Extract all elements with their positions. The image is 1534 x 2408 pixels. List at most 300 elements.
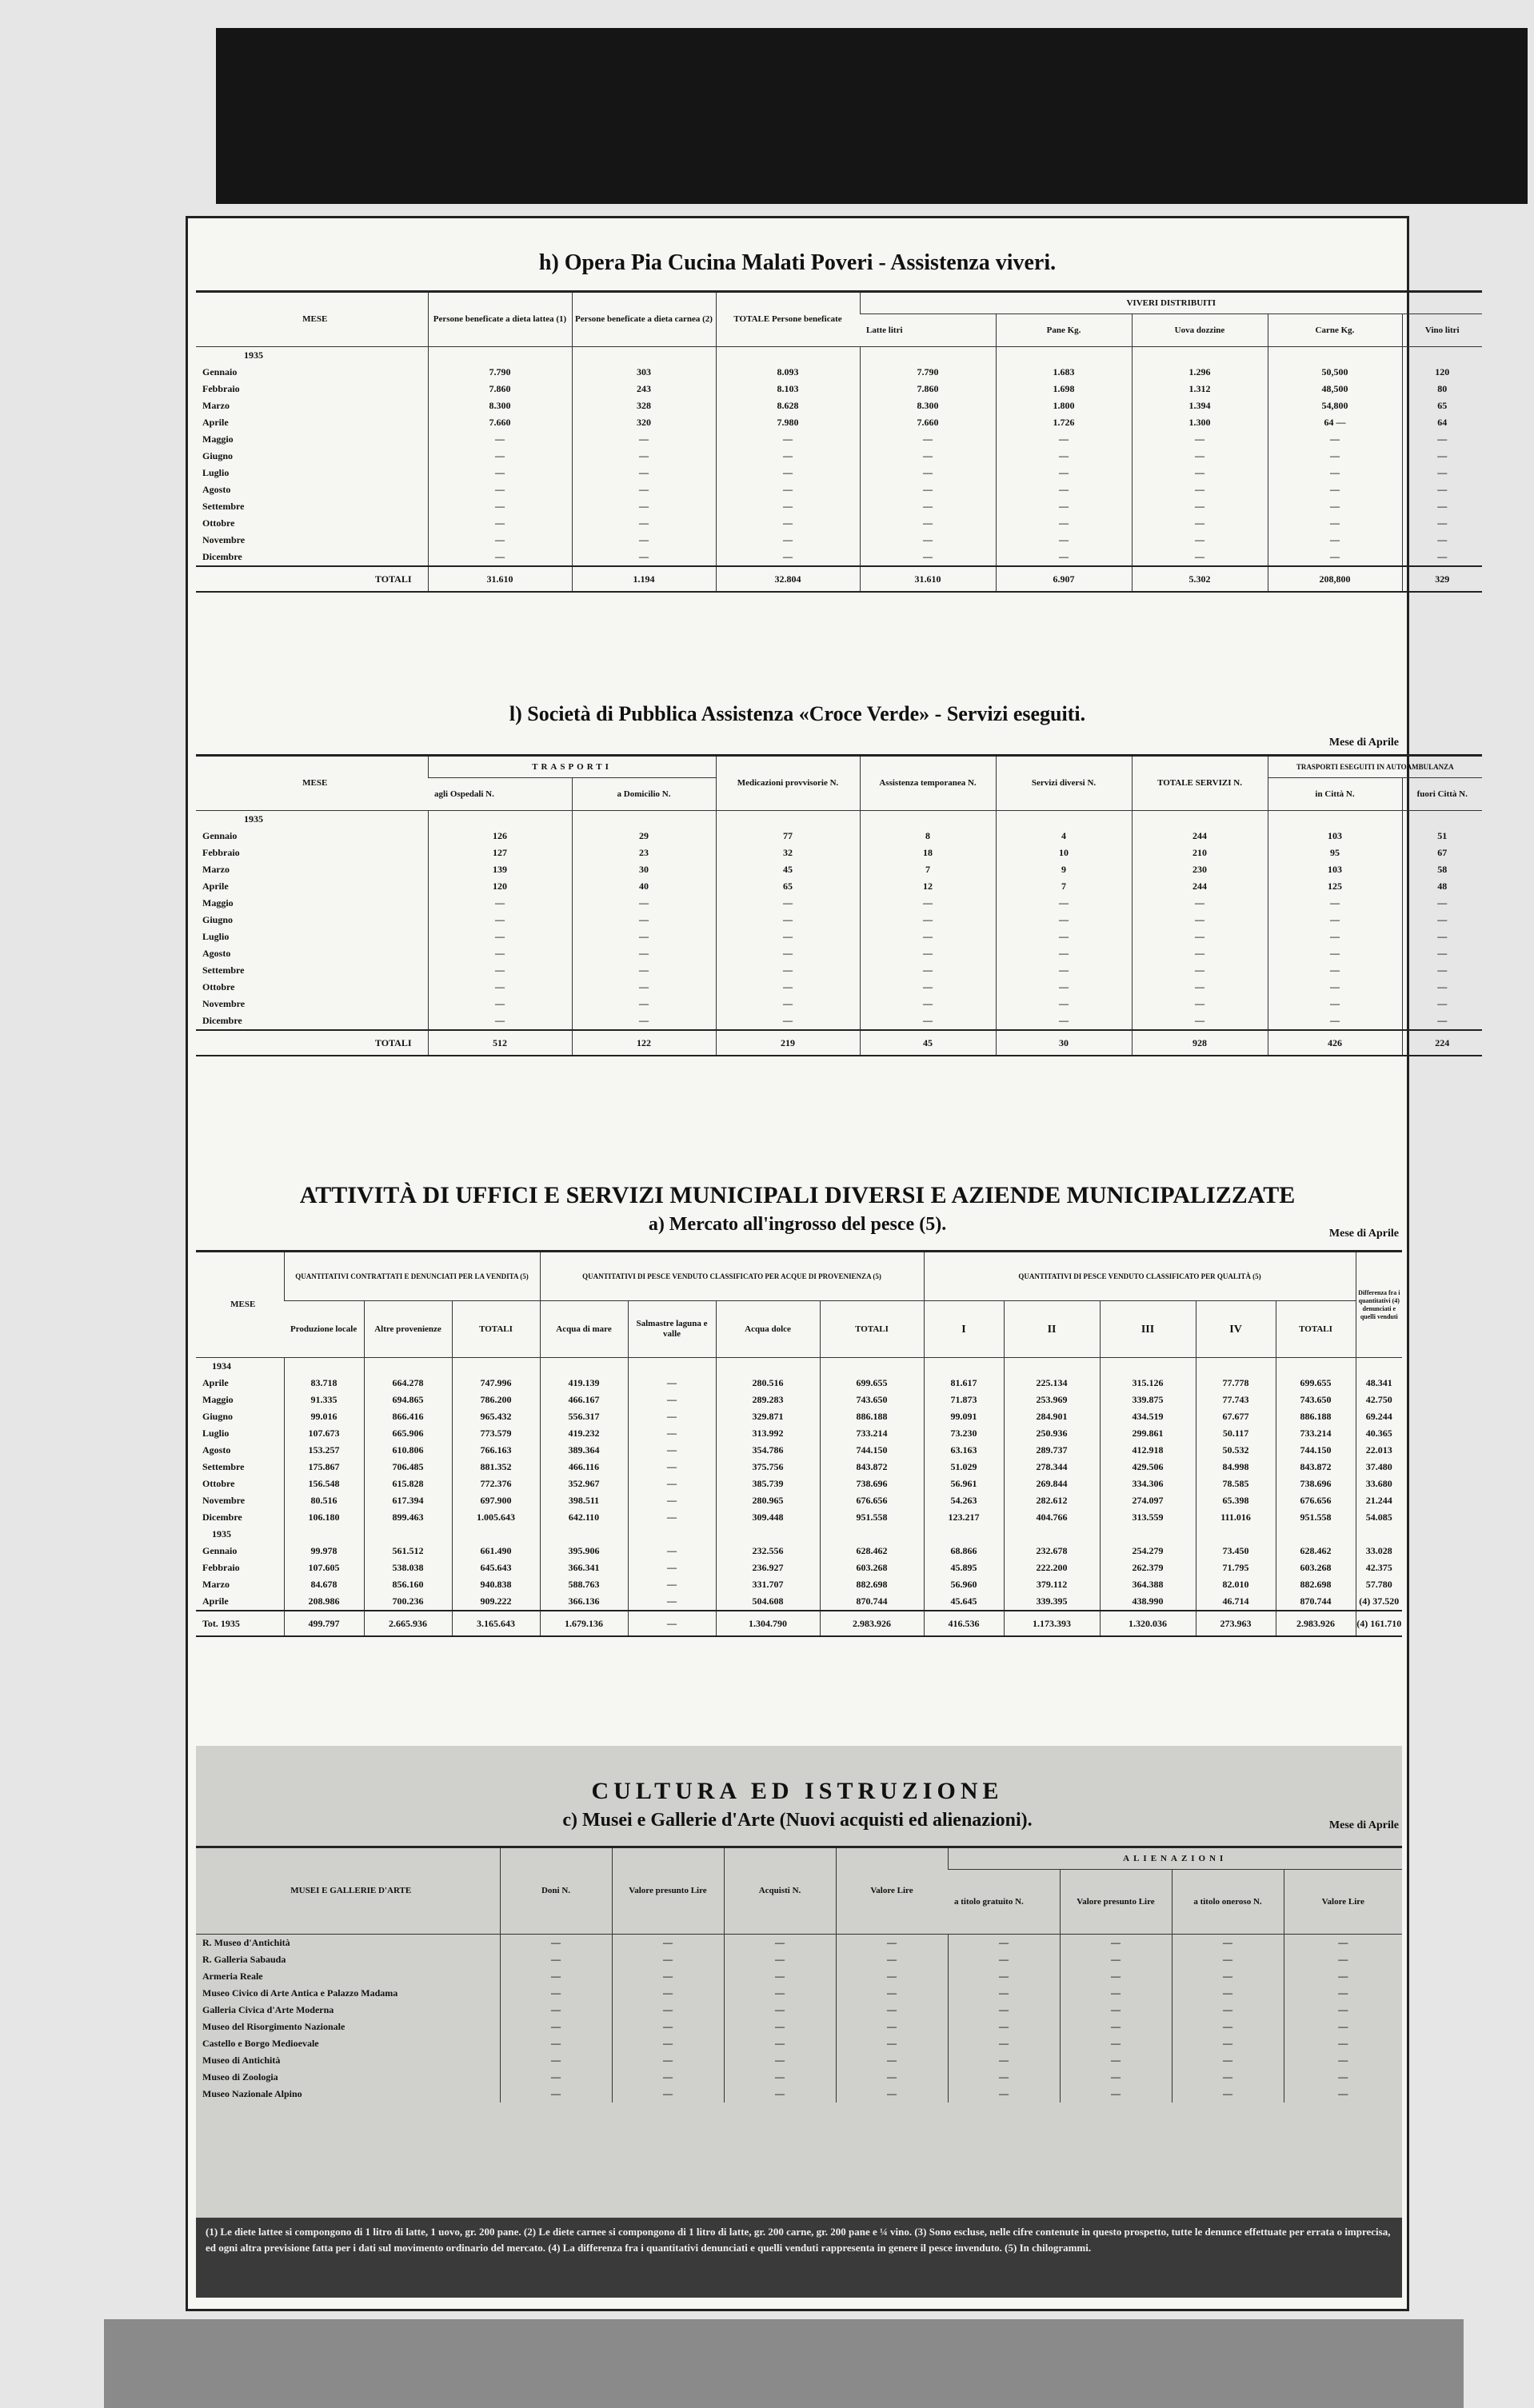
- cell-value: —: [1132, 431, 1268, 448]
- cell-value: 8.103: [716, 381, 860, 397]
- cell-value: 744.150: [1276, 1442, 1356, 1459]
- row-label: Agosto: [202, 1444, 231, 1456]
- table-musei: [196, 1846, 1402, 2103]
- cell-value: —: [1268, 996, 1402, 1012]
- cell-value: —: [1132, 549, 1268, 566]
- cell-value: 73.450: [1196, 1543, 1276, 1559]
- row-label: TOTALI: [196, 1030, 428, 1056]
- row-label: Aprile: [202, 1377, 229, 1388]
- cell-value: 54,800: [1268, 397, 1402, 414]
- cell-value: —: [724, 2052, 836, 2069]
- cell-value: 1.300: [1132, 414, 1268, 431]
- cell-value: 6.907: [996, 566, 1132, 592]
- cell-value: —: [500, 2002, 612, 2019]
- header-valore-presunto: Valore presunto Lire: [612, 1847, 724, 1935]
- row-label: Dicembre: [202, 1015, 242, 1026]
- cell-value: —: [1172, 2002, 1284, 2019]
- header-fuori-citta: fuori Città N.: [1402, 778, 1482, 811]
- cell-value: —: [572, 481, 716, 498]
- cell-value: —: [948, 1951, 1060, 1968]
- table-row: [196, 1593, 1402, 1611]
- cell-value: 82.010: [1196, 1576, 1276, 1593]
- row-label: Museo di Zoologia: [202, 2071, 278, 2083]
- cell-value: 50.532: [1196, 1442, 1276, 1459]
- cell-value: —: [612, 1951, 724, 1968]
- cell-value: 243: [572, 381, 716, 397]
- cell-value: 31.610: [860, 566, 996, 592]
- cell-value: —: [500, 2035, 612, 2052]
- cell-value: —: [428, 945, 572, 962]
- cell-value: 67.677: [1196, 1408, 1276, 1425]
- header-valore-presunto-2: Valore presunto Lire: [1060, 1870, 1172, 1935]
- cell-value: —: [500, 1951, 612, 1968]
- cell-value: —: [628, 1593, 716, 1611]
- row-label: R. Museo d'Antichità: [202, 1937, 290, 1948]
- header-totale-servizi: TOTALE SERVIZI N.: [1132, 756, 1268, 811]
- cell-value: 747.996: [452, 1375, 540, 1392]
- cell-value: —: [724, 2035, 836, 2052]
- cell-value: —: [1132, 928, 1268, 945]
- cell-value: 438.990: [1100, 1593, 1196, 1611]
- cell-value: 3.165.643: [452, 1611, 540, 1636]
- cell-value: 882.698: [820, 1576, 924, 1593]
- cell-value: 603.268: [1276, 1559, 1356, 1576]
- cell-value: —: [428, 979, 572, 996]
- cell-value: —: [612, 2035, 724, 2052]
- header-totali-1: TOTALI: [452, 1301, 540, 1358]
- table-row: [196, 2035, 1402, 2052]
- cell-value: 99.978: [284, 1543, 364, 1559]
- cell-value: 236.927: [716, 1559, 820, 1576]
- cell-value: 385.739: [716, 1476, 820, 1492]
- cell-value: 364.388: [1100, 1576, 1196, 1593]
- cell-value: —: [1268, 549, 1402, 566]
- cell-value: 42.375: [1356, 1559, 1402, 1576]
- cell-value: —: [836, 2002, 948, 2019]
- cell-value: —: [500, 2069, 612, 2086]
- cell-value: 339.875: [1100, 1392, 1196, 1408]
- cell-value: —: [716, 515, 860, 532]
- cell-value: 398.511: [540, 1492, 628, 1509]
- cell-value: —: [628, 1375, 716, 1392]
- cell-value: —: [628, 1425, 716, 1442]
- table-row: [196, 996, 1482, 1012]
- cell-value: —: [996, 912, 1132, 928]
- table-row: [196, 1459, 1402, 1476]
- table-row: [196, 845, 1482, 861]
- cell-value: 881.352: [452, 1459, 540, 1476]
- row-label: Novembre: [202, 998, 246, 1009]
- cell-value: 843.872: [820, 1459, 924, 1476]
- table-row: [196, 2002, 1402, 2019]
- table-row: [196, 532, 1482, 549]
- cell-value: 2.983.926: [820, 1611, 924, 1636]
- cell-value: —: [500, 2019, 612, 2035]
- header-in-citta: in Città N.: [1268, 778, 1402, 811]
- cell-value: —: [724, 1935, 836, 1952]
- cell-value: —: [572, 549, 716, 566]
- cell-value: —: [948, 2035, 1060, 2052]
- cell-value: —: [572, 895, 716, 912]
- cell-value: 772.376: [452, 1476, 540, 1492]
- section-c-month-note: Mese di Aprile: [1328, 1819, 1399, 1831]
- row-label: Ottobre: [202, 1478, 235, 1489]
- cell-value: —: [836, 1935, 948, 1952]
- cell-value: 628.462: [1276, 1543, 1356, 1559]
- cell-value: 32: [716, 845, 860, 861]
- row-label: Aprile: [202, 881, 229, 892]
- cell-value: —: [500, 1985, 612, 2002]
- cell-value: 208.986: [284, 1593, 364, 1611]
- cell-value: 48: [1402, 878, 1482, 895]
- cell-value: 412.918: [1100, 1442, 1196, 1459]
- cell-value: 1.304.790: [716, 1611, 820, 1636]
- cell-value: 73.230: [924, 1425, 1004, 1442]
- header-mese: MESE: [196, 292, 428, 347]
- cell-value: —: [1402, 928, 1482, 945]
- table-croce-verde: [196, 754, 1482, 1056]
- cell-value: —: [1268, 498, 1402, 515]
- table-row: [196, 381, 1482, 397]
- cell-value: 225.134: [1004, 1375, 1100, 1392]
- cell-value: 21.244: [1356, 1492, 1402, 1509]
- cell-value: 870.744: [1276, 1593, 1356, 1611]
- cell-value: 676.656: [820, 1492, 924, 1509]
- cell-value: —: [1402, 549, 1482, 566]
- cell-value: —: [996, 465, 1132, 481]
- cell-value: 7.660: [428, 414, 572, 431]
- cell-value: —: [1284, 2002, 1402, 2019]
- cell-value: 434.519: [1100, 1408, 1196, 1425]
- cell-value: —: [1132, 515, 1268, 532]
- cell-value: 331.707: [716, 1576, 820, 1593]
- cell-value: 63.163: [924, 1442, 1004, 1459]
- cell-value: —: [572, 448, 716, 465]
- cell-value: —: [1132, 1012, 1268, 1030]
- table-row: [196, 979, 1482, 996]
- row-label: Marzo: [202, 864, 230, 875]
- table-row: [196, 1476, 1402, 1492]
- cell-value: —: [836, 2019, 948, 2035]
- cell-value: —: [1060, 1951, 1172, 1968]
- table-row: [196, 498, 1482, 515]
- table-row: [196, 2086, 1402, 2103]
- cell-value: 56.961: [924, 1476, 1004, 1492]
- cell-value: —: [628, 1543, 716, 1559]
- cell-value: —: [1402, 481, 1482, 498]
- cell-value: 744.150: [820, 1442, 924, 1459]
- cell-value: 40: [572, 878, 716, 895]
- cell-value: —: [996, 1012, 1132, 1030]
- cell-value: 51.029: [924, 1459, 1004, 1476]
- cell-value: —: [836, 2086, 948, 2103]
- cell-value: —: [1284, 2069, 1402, 2086]
- cell-value: —: [428, 431, 572, 448]
- header-titolo-gratuito: a titolo gratuito N.: [948, 1870, 1060, 1935]
- cell-value: —: [1402, 979, 1482, 996]
- year-label: 1935: [244, 349, 263, 361]
- cell-value: 379.112: [1004, 1576, 1100, 1593]
- cell-value: 232.678: [1004, 1543, 1100, 1559]
- header-viveri-distribuiti: VIVERI DISTRIBUITI: [860, 292, 1482, 314]
- cell-value: 111.016: [1196, 1509, 1276, 1526]
- row-label: Agosto: [202, 948, 231, 959]
- cell-value: 1.296: [1132, 364, 1268, 381]
- cell-value: 232.556: [716, 1543, 820, 1559]
- cell-value: —: [948, 2002, 1060, 2019]
- cell-value: —: [1132, 996, 1268, 1012]
- cell-value: —: [1284, 1968, 1402, 1985]
- cell-value: —: [836, 2052, 948, 2069]
- header-totale-persone: TOTALE Persone beneficate: [716, 292, 860, 347]
- header-totali-3: TOTALI: [1276, 1301, 1356, 1358]
- totals-row: [196, 1030, 1482, 1056]
- row-label: R. Galleria Sabauda: [202, 1954, 286, 1965]
- cell-value: —: [724, 1968, 836, 1985]
- document-page: [186, 216, 1468, 2311]
- row-label: Maggio: [202, 897, 234, 908]
- header-altre-provenienze: Altre provenienze: [364, 1301, 452, 1358]
- cell-value: 99.091: [924, 1408, 1004, 1425]
- cell-value: 538.038: [364, 1559, 452, 1576]
- cell-value: —: [428, 928, 572, 945]
- cell-value: 366.136: [540, 1593, 628, 1611]
- cell-value: 856.160: [364, 1576, 452, 1593]
- section-l-month-note: Mese di Aprile: [1328, 737, 1399, 749]
- cell-value: 139: [428, 861, 572, 878]
- cell-value: —: [716, 912, 860, 928]
- cell-value: —: [1268, 465, 1402, 481]
- cell-value: 289.283: [716, 1392, 820, 1408]
- cell-value: 210: [1132, 845, 1268, 861]
- cell-value: —: [428, 962, 572, 979]
- header-valore-2: Valore Lire: [1284, 1870, 1402, 1935]
- cell-value: —: [1268, 962, 1402, 979]
- table-row: [196, 1408, 1402, 1425]
- row-label: Armeria Reale: [202, 1971, 263, 1982]
- cell-value: 65: [1402, 397, 1482, 414]
- cell-value: —: [1268, 979, 1402, 996]
- cell-value: —: [1172, 2052, 1284, 2069]
- row-label: Aprile: [202, 417, 229, 428]
- cell-value: 123.217: [924, 1509, 1004, 1526]
- header-salmastre: Salmastre laguna e valle: [628, 1301, 716, 1358]
- table-row: [196, 1985, 1402, 2002]
- cell-value: 48,500: [1268, 381, 1402, 397]
- row-label: Giugno: [202, 450, 234, 461]
- cell-value: 466.116: [540, 1459, 628, 1476]
- row-label: Novembre: [202, 1495, 246, 1506]
- table-row: [196, 945, 1482, 962]
- cell-value: —: [716, 448, 860, 465]
- header-dieta-lattea: Persone beneficate a dieta lattea (1): [428, 292, 572, 347]
- cell-value: —: [1060, 2035, 1172, 2052]
- header-uova: Uova dozzine: [1132, 314, 1268, 347]
- cell-value: 882.698: [1276, 1576, 1356, 1593]
- cell-value: 45.645: [924, 1593, 1004, 1611]
- cell-value: 299.861: [1100, 1425, 1196, 1442]
- cell-value: 7.660: [860, 414, 996, 431]
- cell-value: 262.379: [1100, 1559, 1196, 1576]
- table-row: [196, 364, 1482, 381]
- cell-value: 12: [860, 878, 996, 895]
- cell-value: —: [628, 1392, 716, 1408]
- cell-value: 280.965: [716, 1492, 820, 1509]
- cell-value: 230: [1132, 861, 1268, 878]
- cell-value: —: [836, 1951, 948, 1968]
- cell-value: —: [1402, 448, 1482, 465]
- cell-value: 64 —: [1268, 414, 1402, 431]
- cell-value: 866.416: [364, 1408, 452, 1425]
- cell-value: 69.244: [1356, 1408, 1402, 1425]
- cell-value: 7.790: [860, 364, 996, 381]
- cell-value: —: [628, 1611, 716, 1636]
- cell-value: —: [572, 945, 716, 962]
- table-row: [196, 465, 1482, 481]
- cell-value: —: [628, 1492, 716, 1509]
- cell-value: 389.364: [540, 1442, 628, 1459]
- header-acqua-mare: Acqua di mare: [540, 1301, 628, 1358]
- cell-value: —: [500, 1968, 612, 1985]
- cell-value: 54.085: [1356, 1509, 1402, 1526]
- cell-value: —: [1172, 1951, 1284, 1968]
- cell-value: 303: [572, 364, 716, 381]
- cell-value: —: [612, 2002, 724, 2019]
- header-qualita-1: I: [924, 1301, 1004, 1358]
- cell-value: 284.901: [1004, 1408, 1100, 1425]
- cell-value: 556.317: [540, 1408, 628, 1425]
- cell-value: 773.579: [452, 1425, 540, 1442]
- cell-value: 416.536: [924, 1611, 1004, 1636]
- cell-value: —: [948, 1985, 1060, 2002]
- cell-value: —: [428, 532, 572, 549]
- cell-value: —: [1268, 431, 1402, 448]
- cell-value: —: [948, 2086, 1060, 2103]
- cell-value: —: [1060, 2052, 1172, 2069]
- cell-value: —: [860, 498, 996, 515]
- cell-value: 56.960: [924, 1576, 1004, 1593]
- cell-value: 395.906: [540, 1543, 628, 1559]
- cell-value: 8.093: [716, 364, 860, 381]
- cell-value: —: [1268, 928, 1402, 945]
- cell-value: 77.778: [1196, 1375, 1276, 1392]
- cell-value: —: [1132, 912, 1268, 928]
- table-cucina-malati: [196, 290, 1482, 593]
- cell-value: 45: [716, 861, 860, 878]
- table-row: [196, 1951, 1402, 1968]
- cell-value: 661.490: [452, 1543, 540, 1559]
- cell-value: 7: [860, 861, 996, 878]
- cell-value: 254.279: [1100, 1543, 1196, 1559]
- section-a-title: a) Mercato all'ingrosso del pesce (5).: [648, 1214, 947, 1235]
- cell-value: —: [716, 549, 860, 566]
- cell-value: 628.462: [820, 1543, 924, 1559]
- cell-value: 175.867: [284, 1459, 364, 1476]
- section-a-month-note: Mese di Aprile: [1328, 1228, 1399, 1240]
- cell-value: —: [1132, 481, 1268, 498]
- row-label: Aprile: [202, 1595, 229, 1607]
- cell-value: 743.650: [820, 1392, 924, 1408]
- cell-value: —: [612, 2052, 724, 2069]
- cell-value: 694.865: [364, 1392, 452, 1408]
- cell-value: 1.800: [996, 397, 1132, 414]
- cell-value: —: [428, 481, 572, 498]
- cell-value: 54.263: [924, 1492, 1004, 1509]
- cell-value: 278.344: [1004, 1459, 1100, 1476]
- row-label: Museo Nazionale Alpino: [202, 2088, 302, 2099]
- cell-value: 67: [1402, 845, 1482, 861]
- year-label: 1935: [212, 1528, 231, 1539]
- cell-value: —: [860, 448, 996, 465]
- cell-value: —: [1284, 2052, 1402, 2069]
- cell-value: —: [860, 945, 996, 962]
- cell-value: 224: [1402, 1030, 1482, 1056]
- row-label: Gennaio: [202, 830, 238, 841]
- header-autoambulanza: TRASPORTI ESEGUITI IN AUTOAMBULANZA: [1268, 756, 1482, 778]
- cell-value: 603.268: [820, 1559, 924, 1576]
- row-label: Ottobre: [202, 517, 235, 529]
- cell-value: 37.480: [1356, 1459, 1402, 1476]
- cell-value: 22.013: [1356, 1442, 1402, 1459]
- cell-value: 99.016: [284, 1408, 364, 1425]
- cell-value: 352.967: [540, 1476, 628, 1492]
- cell-value: 466.167: [540, 1392, 628, 1408]
- cell-value: —: [860, 532, 996, 549]
- cell-value: —: [1284, 2019, 1402, 2035]
- cell-value: (4) 37.520: [1356, 1593, 1402, 1611]
- table-mercato-pesce: [196, 1250, 1402, 1637]
- table-row: [196, 2052, 1402, 2069]
- cell-value: 244: [1132, 828, 1268, 845]
- cell-value: —: [836, 2069, 948, 2086]
- cell-value: 107.673: [284, 1425, 364, 1442]
- row-label: Luglio: [202, 1428, 230, 1439]
- cell-value: 9: [996, 861, 1132, 878]
- cell-value: —: [860, 1012, 996, 1030]
- cell-value: 91.335: [284, 1392, 364, 1408]
- cell-value: —: [996, 895, 1132, 912]
- cell-value: 8: [860, 828, 996, 845]
- cell-value: 33.028: [1356, 1543, 1402, 1559]
- cell-value: 40.365: [1356, 1425, 1402, 1442]
- table-body-h: [196, 347, 1482, 593]
- cell-value: —: [628, 1442, 716, 1459]
- cell-value: —: [572, 532, 716, 549]
- cell-value: 282.612: [1004, 1492, 1100, 1509]
- cell-value: —: [716, 979, 860, 996]
- row-label: Agosto: [202, 484, 231, 495]
- header-alienazioni: ALIENAZIONI: [948, 1847, 1402, 1870]
- cell-value: —: [1132, 962, 1268, 979]
- cell-value: —: [572, 979, 716, 996]
- cell-value: 886.188: [1276, 1408, 1356, 1425]
- row-label: Settembre: [202, 964, 245, 976]
- row-label: Febbraio: [202, 847, 240, 858]
- cell-value: 120: [1402, 364, 1482, 381]
- cell-value: 48.341: [1356, 1375, 1402, 1392]
- cell-value: —: [860, 515, 996, 532]
- header-produzione-locale: Produzione locale: [284, 1301, 364, 1358]
- cell-value: —: [612, 2086, 724, 2103]
- cell-value: —: [1402, 945, 1482, 962]
- header-doni: Doni N.: [500, 1847, 612, 1935]
- cell-value: —: [1268, 532, 1402, 549]
- cell-value: 78.585: [1196, 1476, 1276, 1492]
- cell-value: —: [572, 465, 716, 481]
- cell-value: —: [612, 2069, 724, 2086]
- header-ospedali: agli Ospedali N.: [428, 778, 572, 811]
- cell-value: —: [724, 1985, 836, 2002]
